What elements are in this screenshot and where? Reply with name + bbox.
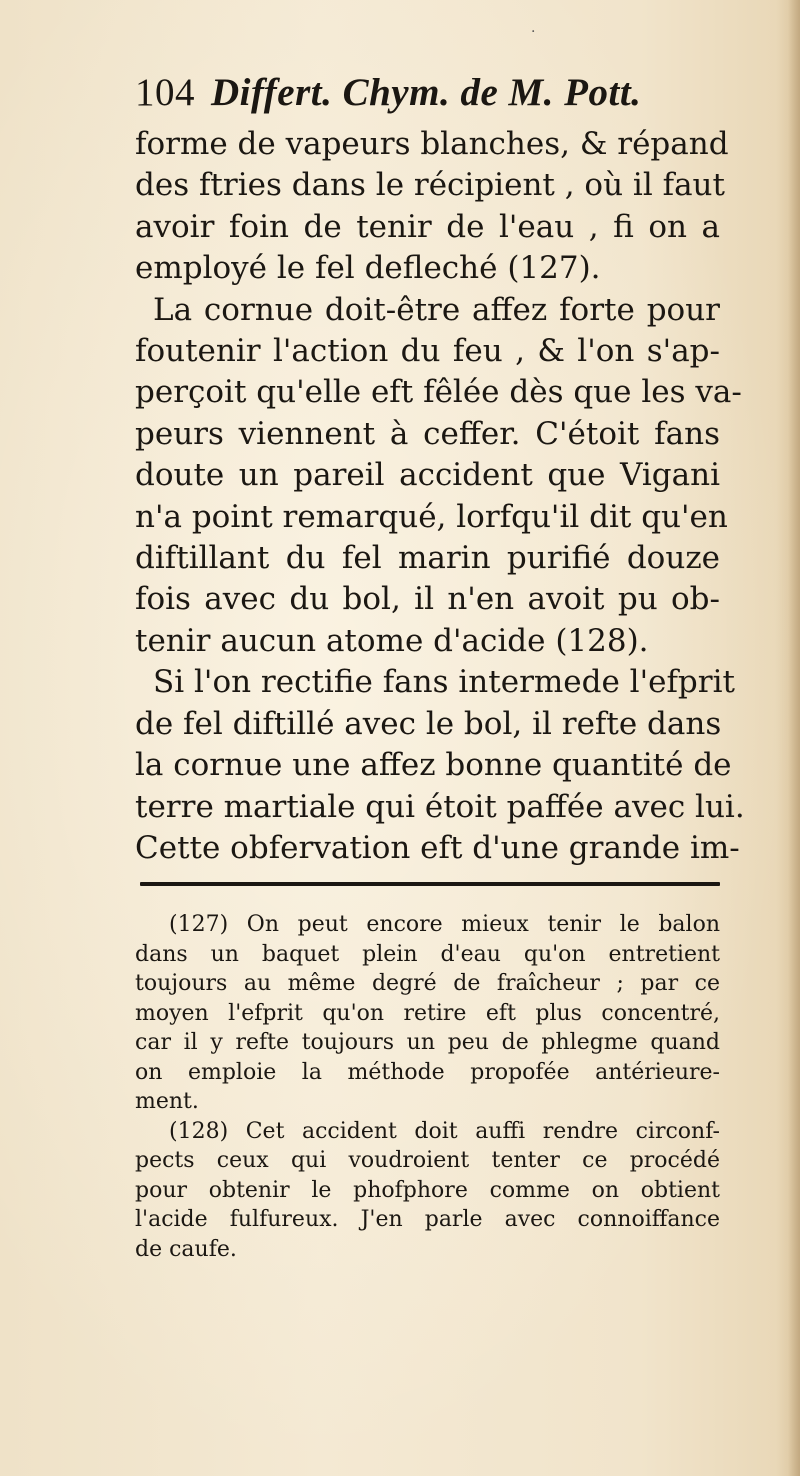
text-line: des ftries dans le récipient , où il faut: [135, 167, 725, 204]
text-line: forme de vapeurs blanches, & répand: [135, 126, 729, 162]
footnote-line: pects ceux qui voudroient tenter ce procédé: [135, 1148, 720, 1173]
footnote-line: pour obtenir le phofphore comme on obtient: [135, 1177, 720, 1203]
footnote-line: on emploie la méthode propofée antérieure-: [135, 1059, 720, 1085]
text-line: peurs viennent à ceffer. C'étoit fans: [135, 415, 720, 452]
text-line: terre martiale qui étoit paffée avec lui.: [135, 788, 745, 825]
text-line: tenir aucun atome d'acide (128).: [135, 622, 649, 659]
text-line: perçoit qu'elle eft fêlée dès que les va-: [135, 374, 742, 411]
text-line: de fel diftillé avec le bol, il refte dans: [135, 705, 722, 742]
footnote-line: moyen l'efprit qu'on retire eft plus concentré,: [135, 1000, 720, 1026]
text-line: n'a point remarqué, lorfqu'il dit qu'en: [135, 498, 728, 535]
footnote-line: dans un baquet plein d'eau qu'on entretient: [135, 941, 720, 967]
text-line: employé le fel defleché (127).: [135, 250, 601, 287]
footnote-line: de caufe.: [135, 1236, 237, 1262]
page-speck: ·: [531, 24, 536, 40]
text-line: fois avec du bol, il n'en avoit pu ob-: [135, 581, 720, 618]
text-line: Cette obfervation eft d'une grande im-: [135, 829, 740, 866]
running-head: [135, 70, 735, 115]
text-line: diftillant du fel marin purifié douze: [135, 540, 720, 577]
footnote-127: [135, 910, 720, 1117]
text-line: la cornue une affez bonne quantité de: [135, 747, 732, 784]
text-line: foutenir l'action du feu , & l'on s'ap-: [135, 333, 720, 370]
text-line: Si l'on rectifie fans intermede l'efprit: [153, 664, 735, 701]
footnote-line: l'acide fulfureux. J'en parle avec connoiffance: [135, 1207, 720, 1232]
text-line: La cornue doit-être affez forte pour: [153, 291, 720, 328]
footnote-line: car il y refte toujours un peu de phlegme quand: [135, 1030, 720, 1055]
footnote-line: toujours au même degré de fraîcheur ; par ce: [135, 971, 720, 996]
footnote-line: (128) Cet accident doit auffi rendre circonf-: [169, 1118, 720, 1144]
footnote-line: (127) On peut encore mieux tenir le balon: [169, 912, 720, 937]
text-line: doute un pareil accident que Vigani: [135, 457, 720, 494]
footnotes: [135, 910, 720, 1264]
running-title: Differt. Chym. de M. Pott.: [211, 71, 642, 114]
footnote-rule: [140, 882, 720, 886]
main-text: [135, 124, 745, 869]
footnote-line: ment.: [135, 1089, 199, 1114]
page-edge-shadow: [788, 0, 800, 1476]
text-line: avoir foin de tenir de l'eau , fi on a: [135, 208, 720, 245]
footnote-128: [135, 1117, 720, 1265]
page-number: 104: [135, 71, 195, 114]
